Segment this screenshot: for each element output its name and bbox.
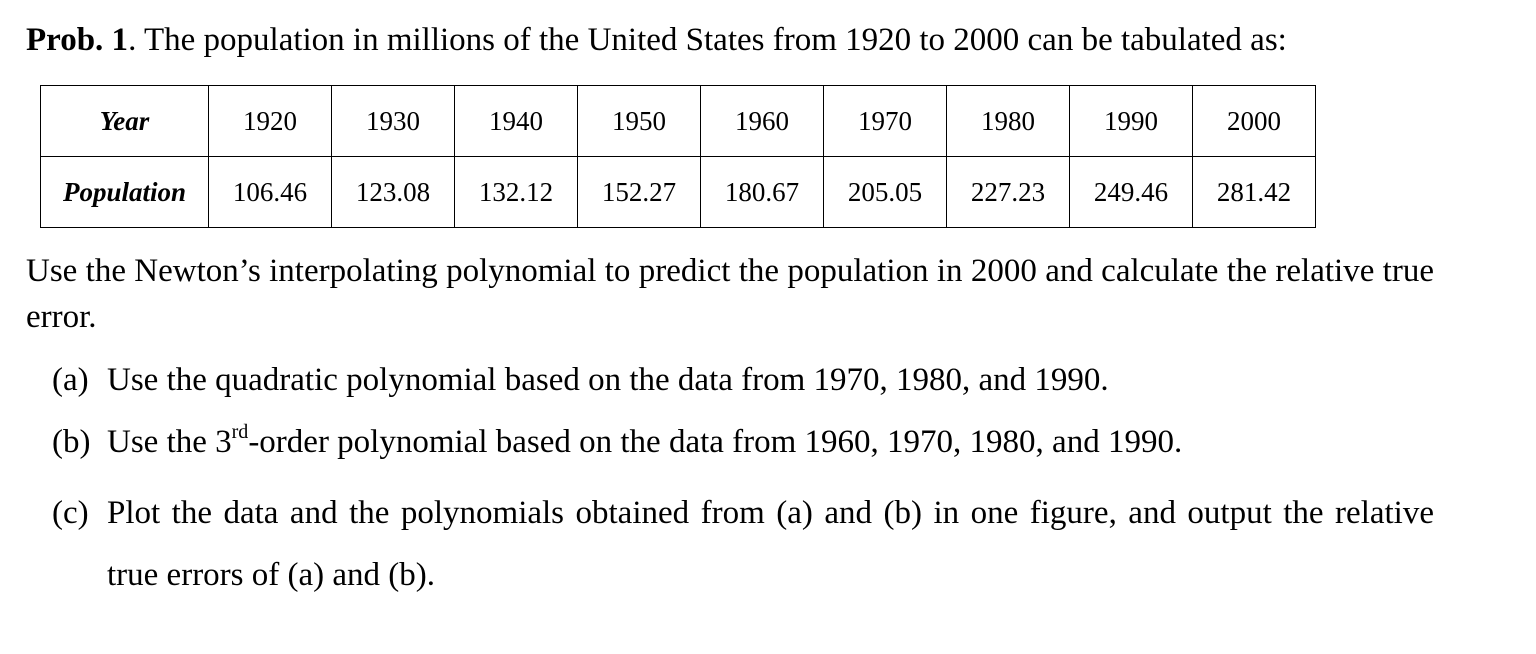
- instruction-paragraph: Use the Newton’s interpolating polynomial to predict the population in 2000 and calculate the relative true error.: [26, 253, 1434, 335]
- year-cell: 2000: [1193, 86, 1316, 157]
- population-table: [40, 85, 1316, 228]
- year-cell: 1950: [578, 86, 701, 157]
- problem-statement: . The population in millions of the United States from 1920 to 2000 can be tabulated as:: [128, 22, 1287, 58]
- problem-label: Prob. 1: [26, 22, 129, 58]
- population-cell: 152.27: [578, 157, 701, 228]
- population-cell: 180.67: [701, 157, 824, 228]
- year-cell: 1940: [455, 86, 578, 157]
- part-b: [52, 420, 1182, 464]
- population-cell: 205.05: [824, 157, 947, 228]
- part-b-text-after: -order polynomial based on the data from 1960, 1970, 1980, and 1990.: [248, 424, 1183, 460]
- population-cell: 281.42: [1193, 157, 1316, 228]
- part-c-text: Plot the data and the polynomials obtained from (a) and (b) in one figure, and output the relative true errors of (a) and (b).: [107, 495, 1434, 593]
- population-cell: 123.08: [332, 157, 455, 228]
- population-row: [41, 157, 1316, 228]
- population-cell: 106.46: [209, 157, 332, 228]
- population-row-header: Population: [41, 157, 209, 228]
- year-cell: 1980: [947, 86, 1070, 157]
- population-cell: 132.12: [455, 157, 578, 228]
- year-row-header: Year: [41, 86, 209, 157]
- problem-heading: [26, 18, 1287, 62]
- part-a-text: Use the quadratic polynomial based on the data from 1970, 1980, and 1990.: [107, 362, 1109, 398]
- year-cell: 1920: [209, 86, 332, 157]
- year-cell: 1990: [1070, 86, 1193, 157]
- year-cell: 1960: [701, 86, 824, 157]
- part-c: [52, 482, 1434, 606]
- part-a-label: (a): [52, 362, 89, 398]
- year-cell: 1930: [332, 86, 455, 157]
- part-b-superscript: rd: [231, 421, 249, 443]
- year-row: [41, 86, 1316, 157]
- population-cell: 249.46: [1070, 157, 1193, 228]
- part-b-label: (b): [52, 424, 91, 460]
- year-cell: 1970: [824, 86, 947, 157]
- population-cell: 227.23: [947, 157, 1070, 228]
- part-a: [52, 358, 1109, 402]
- part-c-label: (c): [52, 495, 89, 531]
- part-b-text-before: Use the 3: [107, 424, 232, 460]
